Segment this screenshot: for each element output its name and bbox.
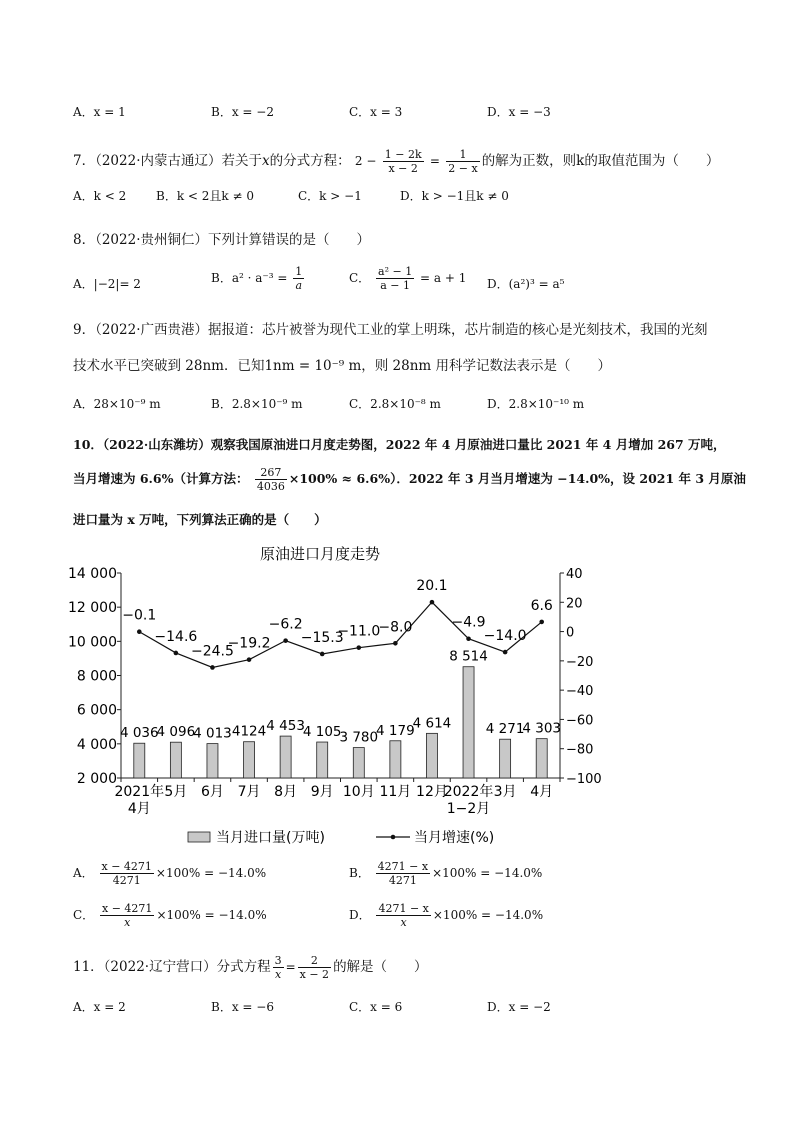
- q7-option-c: C．k > −1: [298, 189, 362, 203]
- q10-b-fraction: [376, 860, 430, 887]
- growth-point: [247, 657, 252, 662]
- growth-point: [430, 600, 435, 605]
- q7-frac2-num: 1: [446, 148, 479, 162]
- q8-option-c-rhs: = a + 1: [420, 271, 467, 285]
- growth-value-label: −14.6: [154, 628, 198, 645]
- growth-point: [283, 638, 288, 643]
- q10-c-num: x − 4271: [102, 902, 153, 915]
- right-tick-label: −80: [566, 742, 594, 758]
- q10-d-label: D．: [349, 908, 371, 922]
- x-tick-label: 2021年: [114, 784, 165, 800]
- q7-frac1-num: 1 − 2k: [384, 148, 422, 161]
- q11-fraction-1: [273, 954, 284, 981]
- q8-option-a: A．|−2|= 2: [73, 277, 141, 291]
- legend-line-label: 当月增速(%): [414, 830, 495, 846]
- q11-num2: 2: [298, 954, 331, 968]
- bar: [390, 741, 401, 778]
- q10-option-a: [73, 860, 266, 887]
- right-tick-label: −100: [566, 772, 602, 787]
- growth-value-label: −11.0: [337, 623, 381, 640]
- bar: [280, 736, 291, 778]
- q10-b-post: ×100% = −14.0%: [432, 866, 543, 880]
- q8-option-b: [211, 265, 306, 292]
- q11-den2: x − 2: [299, 968, 330, 981]
- q10-d-post: ×100% = −14.0%: [432, 908, 544, 922]
- q9-line-1: 9．（2022·广西贵港）据报道：芯片被誉为现代工业的掌上明珠，芯片制造的核心是光刻技术，我国的光刻: [73, 322, 708, 338]
- q7-prefix: 7．（2022·内蒙古通辽）若关于: [73, 153, 262, 169]
- bar: [426, 733, 437, 778]
- q10-option-d: [349, 902, 543, 929]
- q10-b-den: 4271: [388, 874, 417, 887]
- q9-option-b: B．2.8×10⁻⁹ m: [211, 397, 303, 411]
- q7-frac2-den: 2 − x: [448, 162, 478, 175]
- right-tick-label: 20: [566, 596, 583, 612]
- q11-option-d: D．x = −2: [487, 1000, 551, 1014]
- x-tick-label: 9月: [310, 784, 334, 800]
- growth-value-label: −19.2: [227, 635, 271, 652]
- bar-value-label: 4 303: [522, 720, 562, 737]
- x-tick-label: 12月: [416, 784, 448, 800]
- bar: [170, 742, 181, 778]
- x-tick-label: 7月: [237, 784, 261, 800]
- q10-line-1: 10．（2022·山东潍坊）观察我国原油进口月度走势图，2022 年 4 月原油进口量比 2021 年 4 月增加 267 万吨，: [73, 437, 726, 452]
- growth-point: [539, 620, 544, 625]
- q10-d-num: 4271 − x: [378, 902, 429, 915]
- q11-den1: x: [274, 968, 282, 981]
- bar-value-label: 4 453: [266, 718, 305, 735]
- x-tick-label: 4月: [530, 784, 554, 800]
- q6-option-c: C．x = 3: [349, 105, 403, 119]
- q8-question: 8．（2022·贵州铜仁）下列计算错误的是（ ）: [73, 232, 370, 248]
- bar-value-label: 4 179: [376, 722, 415, 739]
- q7-eq-sign: =: [429, 154, 440, 168]
- q6-option-d: D．x = −3: [487, 105, 551, 119]
- growth-point: [137, 629, 142, 634]
- q7-option-b: B．k < 2且k ≠ 0: [156, 189, 254, 203]
- q11-question: [73, 953, 428, 981]
- left-tick-label: 14 000: [68, 566, 117, 582]
- growth-value-label: −0.1: [122, 607, 157, 624]
- chart-axes: [68, 566, 602, 787]
- q11-suffix: 的解是（ ）: [333, 959, 428, 975]
- growth-value-label: 6.6: [530, 597, 553, 614]
- left-tick-label: 10 000: [68, 634, 117, 651]
- x-tick-label: 2022年: [443, 784, 494, 800]
- left-tick-label: 12 000: [68, 600, 117, 617]
- q9-option-c: C．2.8×10⁻⁸ m: [349, 397, 441, 411]
- x-tick-label: 8月: [274, 784, 298, 800]
- growth-point: [393, 641, 398, 646]
- left-tick-label: 4 000: [76, 736, 117, 753]
- q8-c-den: a − 1: [380, 279, 410, 292]
- q11-fraction-2: [298, 954, 331, 981]
- q10-line-2-pre: 当月增速为 6.6%（计算方法：: [73, 471, 249, 486]
- bar-value-label: 4 105: [302, 724, 342, 741]
- q9-line-2: 技术水平已突破到 28nm．已知1nm = 10⁻⁹ m，则 28nm 用科学记数法表示是（ ）: [73, 358, 612, 374]
- q10-d-den: x: [400, 916, 407, 929]
- growth-point: [466, 636, 471, 641]
- q6-option-a: A．x = 1: [73, 105, 126, 119]
- growth-value-label: −6.2: [268, 616, 303, 633]
- q11-eq: =: [285, 960, 296, 974]
- x-tick-label: 5月: [164, 784, 188, 800]
- bar: [353, 748, 364, 778]
- q7-option-d: D．k > −1且k ≠ 0: [400, 189, 509, 203]
- q10-b-label: B．: [349, 866, 370, 880]
- right-tick-label: −60: [566, 713, 594, 729]
- growth-point: [174, 651, 179, 656]
- q8-option-b-fraction: [293, 265, 304, 292]
- q10-calc-fraction: [255, 466, 287, 493]
- left-tick-label: 6 000: [76, 702, 117, 719]
- chart-title: 原油进口月度走势: [259, 545, 381, 563]
- q8-b-den: a: [295, 279, 303, 292]
- chart-bars: [120, 649, 561, 778]
- growth-value-label: −15.3: [300, 629, 344, 646]
- q10-line-2: [73, 465, 746, 493]
- q8-b-num: 1: [295, 265, 303, 278]
- growth-point: [503, 650, 508, 655]
- q11-option-b: B．x = −6: [211, 1000, 274, 1014]
- q10-calc-den: 4036: [256, 480, 285, 493]
- q7-option-a: A．k < 2: [73, 189, 127, 203]
- x-tick-label: 6月: [200, 784, 224, 800]
- q10-c-post: ×100% = −14.0%: [156, 908, 267, 922]
- chart-legend: [188, 829, 494, 846]
- q8-option-c-label: C．: [349, 271, 371, 285]
- q9-option-d: D．2.8×10⁻¹⁰ m: [487, 397, 585, 411]
- bar: [134, 743, 145, 778]
- q7-suffix: 的解为正数，则k的取值范围为（ ）: [481, 153, 720, 169]
- legend-bar-label: 当月进口量(万吨): [216, 830, 325, 846]
- bar-value-label: 4 614: [412, 715, 452, 732]
- q8-option-b-text: B．a² · a⁻³ =: [211, 271, 288, 285]
- growth-value-label: −8.0: [378, 619, 413, 636]
- bar: [317, 742, 328, 778]
- x-tick-label: 4月: [127, 801, 151, 817]
- legend-bar-swatch: [188, 832, 210, 842]
- q8-c-num: a² − 1: [378, 265, 413, 278]
- growth-value-label: 20.1: [416, 578, 448, 595]
- q10-d-fraction: [376, 902, 430, 929]
- q8-option-d: D．(a²)³ = a⁵: [487, 277, 565, 291]
- q8-option-c: [349, 265, 466, 292]
- bar-value-label: 4 036: [119, 725, 159, 742]
- q10-calc-num: 267: [255, 466, 287, 480]
- q7-eq-lead: 2 −: [354, 154, 377, 168]
- q8-option-c-fraction: [376, 265, 414, 292]
- q11-option-c: C．x = 6: [349, 1000, 403, 1014]
- q7-frac1-den: x − 2: [388, 162, 418, 175]
- q10-a-fraction: [100, 860, 154, 887]
- growth-point: [320, 652, 325, 657]
- q10-c-fraction: [100, 902, 154, 929]
- chart-x-labels: [114, 783, 553, 817]
- q10-option-c: [73, 902, 267, 929]
- x-tick-label: 11月: [379, 784, 412, 800]
- q10-line-3: 进口量为 x 万吨，下列算法正确的是（ ）: [73, 512, 327, 527]
- chart-growth-line: [122, 578, 553, 670]
- x-tick-label: 1−2月: [446, 801, 491, 817]
- crude-oil-import-chart: [0, 538, 794, 848]
- bar-value-label: 3 780: [339, 729, 379, 746]
- q10-line-2-post: ×100% ≈ 6.6%）．2022 年 3 月当月增速为 −14.0%，设 2021 年 3 月原油: [288, 471, 746, 486]
- right-tick-label: −20: [566, 654, 594, 670]
- q11-prefix: 11．（2022·辽宁营口）分式方程: [73, 959, 271, 975]
- q7-fraction-1: [383, 148, 424, 175]
- q6-option-b: B．x = −2: [211, 105, 274, 119]
- bar: [207, 744, 218, 778]
- right-tick-label: 40: [566, 567, 583, 582]
- bar: [500, 739, 511, 778]
- growth-point: [356, 645, 361, 650]
- bar-value-label: 4124: [231, 723, 267, 740]
- q10-b-num: 4271 − x: [377, 860, 429, 873]
- left-tick-label: 2 000: [76, 771, 117, 787]
- right-tick-label: −40: [566, 684, 594, 700]
- q10-c-label: C．: [73, 908, 95, 922]
- bar-value-label: 4 271: [485, 721, 525, 738]
- bar: [463, 667, 474, 778]
- growth-point: [210, 665, 215, 670]
- q10-a-num: x − 4271: [101, 860, 152, 873]
- q10-option-b: [349, 860, 542, 887]
- q10-a-den: 4271: [112, 874, 141, 887]
- legend-line-marker: [391, 835, 396, 840]
- q7-question: [73, 148, 719, 175]
- q10-a-post: ×100% = −14.0%: [155, 866, 267, 880]
- q7-fraction-2: [446, 148, 479, 175]
- x-tick-label: 3月: [493, 784, 517, 800]
- growth-value-label: −4.9: [451, 614, 486, 631]
- left-tick-label: 8 000: [76, 668, 117, 685]
- q9-option-a: A．28×10⁻⁹ m: [73, 397, 161, 411]
- q7-mid: 的分式方程：: [269, 153, 351, 169]
- q11-option-a: A．x = 2: [73, 1000, 126, 1014]
- x-tick-label: 10月: [342, 784, 375, 800]
- growth-value-label: −14.0: [483, 628, 527, 645]
- bar-value-label: 4 013: [193, 725, 232, 742]
- q11-num1: 3: [274, 954, 282, 967]
- q10-c-den: x: [124, 916, 131, 929]
- q10-a-label: A．: [73, 866, 94, 880]
- bar-value-label: 8 514: [449, 648, 488, 665]
- bar: [244, 742, 255, 778]
- bar-value-label: 4 096: [156, 724, 196, 741]
- q7-variable: x: [262, 153, 270, 169]
- bar: [536, 739, 547, 778]
- right-tick-label: 0: [566, 625, 575, 641]
- growth-value-label: −24.5: [191, 643, 234, 660]
